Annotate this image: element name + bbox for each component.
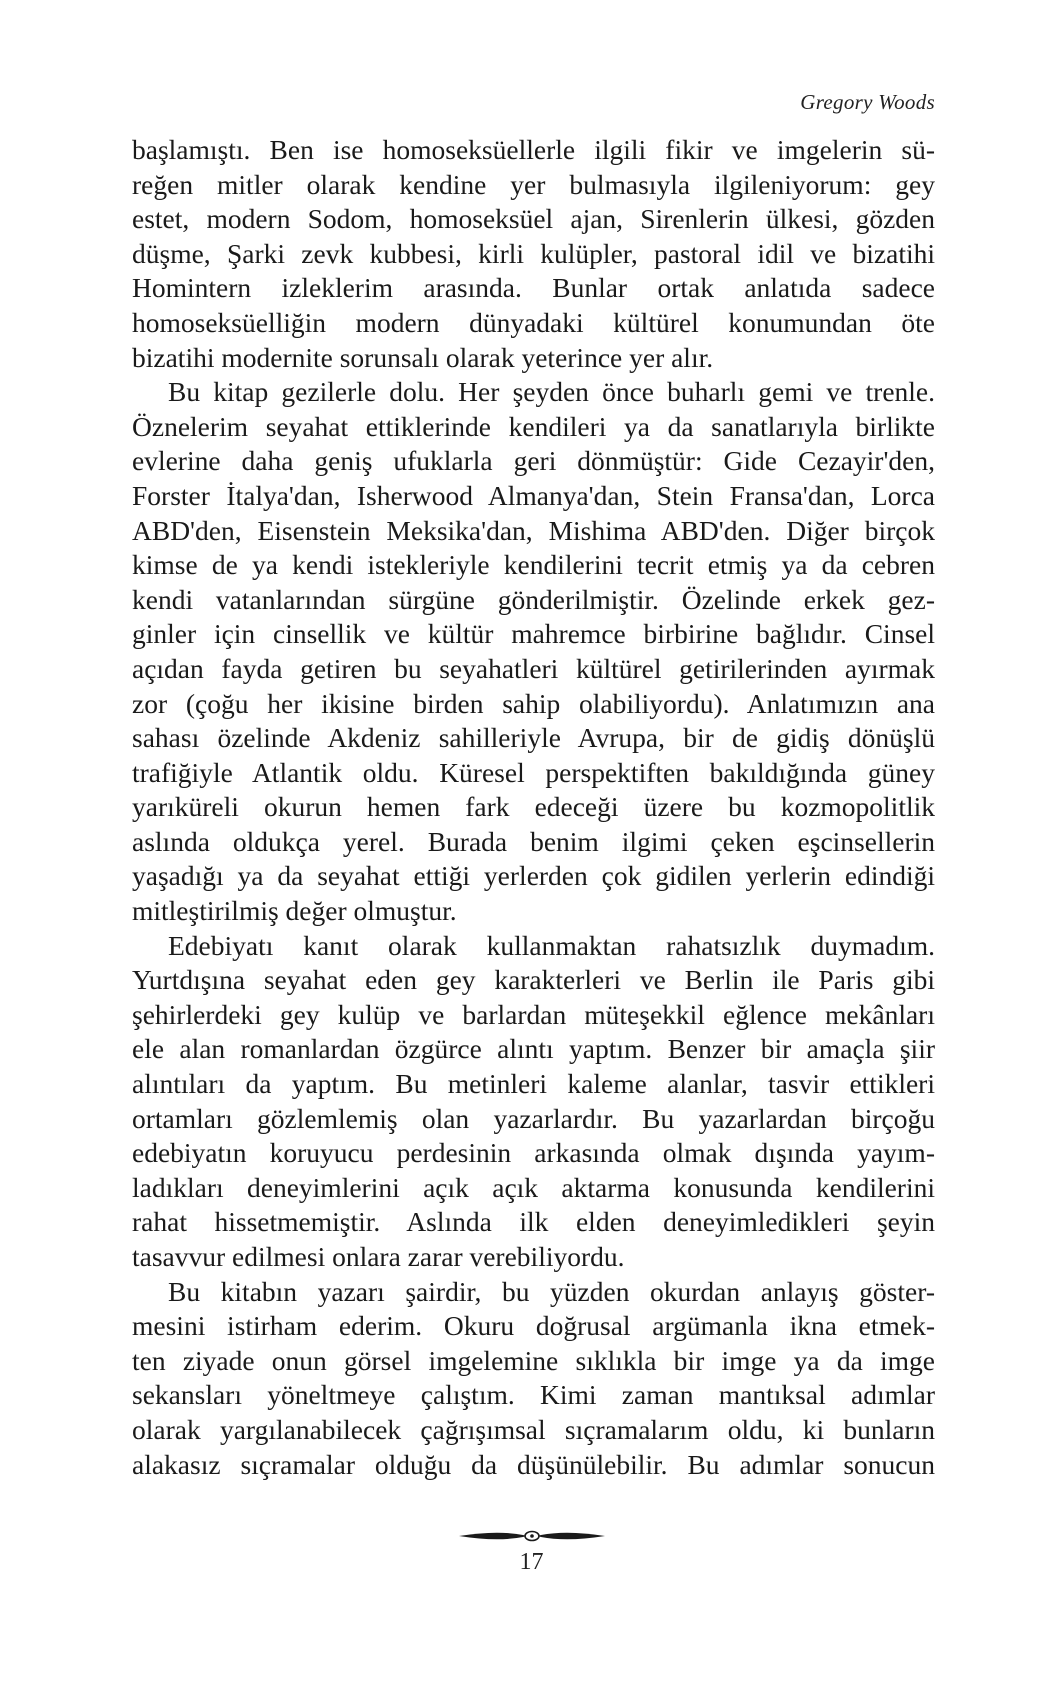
text-line: ladıkları deneyimlerini açık açık aktarma konusunda kendilerini xyxy=(132,1171,935,1203)
text-line: aslında oldukça yerel. Burada benim ilgimi çeken eşcinsellerin xyxy=(132,825,935,857)
text-line: homoseksüelliğin modern dünyadaki kültürel konumundan öte xyxy=(132,306,935,338)
text-line: tasavvur edilmesi onlara zarar verebiliyordu. xyxy=(132,1241,625,1272)
text-line: Homintern izleklerim arasında. Bunlar ortak anlatıda sadece xyxy=(132,272,935,304)
text-line: zor (çoğu her ikisine birden sahip olabiliyordu). Anlatımızın ana xyxy=(132,687,935,719)
text-line: bizatihi modernite sorunsalı olarak yeterince yer alır. xyxy=(132,341,714,373)
text-line: Edebiyatı kanıt olarak kullanmaktan rahatsızlık duymadım. xyxy=(168,929,935,961)
text-line: evlerine daha geniş ufuklarla geri dönmüştür: Gide Cezayir'den, xyxy=(132,445,935,477)
decorative-swash-ornament-icon xyxy=(0,1527,1063,1547)
text-line: şehirlerdeki gey kulüp ve barlardan müteşekkil eğlence mekânları xyxy=(132,998,935,1030)
text-line: ten ziyade onun görsel imgelemine sıklıkla bir imge ya da imge xyxy=(132,1344,935,1376)
text-line: alıntıları da yaptım. Bu metinleri kaleme alanlar, tasvir ettikleri xyxy=(132,1068,935,1100)
text-line: Forster İtalya'dan, Isherwood Almanya'dan, Stein Fransa'dan, Lorca xyxy=(132,479,935,511)
text-line: Bu kitap gezilerle dolu. Her şeyden önce buharlı gemi ve trenle. xyxy=(168,376,935,408)
page-number: 17 xyxy=(519,1549,544,1575)
running-header-author: Gregory Woods xyxy=(800,90,935,114)
text-line: olarak yargılanabilecek çağrışımsal sıçramalarım oldu, ki bunların xyxy=(132,1413,935,1445)
text-line: açıdan fayda getiren bu seyahatleri kültürel getirilerinden ayırmak xyxy=(132,652,935,684)
text-line: Öznelerim seyahat ettiklerinde kendileri ya da sanatlarıyla birlikte xyxy=(132,410,935,442)
text-line: trafiğiyle Atlantik oldu. Küresel perspektiften bakıldığında güney xyxy=(132,756,935,788)
paragraph-3 xyxy=(132,929,935,1275)
text-line: sahası özelinde Akdeniz sahilleriyle Avrupa, bir de gidiş dönüşlü xyxy=(132,722,935,754)
text-line: ginler için cinsellik ve kültür mahremce birbirine bağlıdır. Cinsel xyxy=(132,618,935,650)
text-line: ele alan romanlardan özgürce alıntı yaptım. Benzer bir amaçla şiir xyxy=(132,1033,935,1065)
text-line: mitleştirilmiş değer olmuştur. xyxy=(132,895,457,927)
text-line: kimse de ya kendi istekleriyle kendilerini tecrit etmiş ya da cebren xyxy=(132,549,935,581)
text-line: rahat hissetmemiştir. Aslında ilk elden deneyimledikleri şeyin xyxy=(132,1206,935,1238)
text-line: ABD'den, Eisenstein Meksika'dan, Mishima ABD'den. Diğer birçok xyxy=(132,514,935,546)
body-text xyxy=(132,133,935,1482)
text-line: yaşadığı ya da seyahat ettiği yerlerden çok gidilen yerlerin edindiği xyxy=(132,860,935,892)
text-line: edebiyatın koruyucu perdesinin arkasında olmak dışında yayım- xyxy=(132,1137,935,1169)
text-line: Bu kitabın yazarı şairdir, bu yüzden okurdan anlayış göster- xyxy=(168,1275,935,1307)
text-line: estet, modern Sodom, homoseksüel ajan, Sirenlerin ülkesi, gözden xyxy=(132,203,935,235)
text-line: düşme, Şarki zevk kubbesi, kirli kulüpler, pastoral idil ve bizatihi xyxy=(132,237,935,269)
text-line: başlamıştı. Ben ise homoseksüellerle ilgili fikir ve imgelerin sü- xyxy=(132,134,935,165)
paragraph-4 xyxy=(132,1275,935,1483)
paragraph-1 xyxy=(132,133,935,375)
paragraph-2 xyxy=(132,375,935,929)
text-line: sekansları yöneltmeye çalıştım. Kimi zaman mantıksal adımlar xyxy=(132,1379,935,1411)
text-line: alakasız sıçramalar olduğu da düşünülebilir. Bu adımlar sonucun xyxy=(132,1448,935,1480)
text-line: mesini istirham ederim. Okuru doğrusal argümanla ikna etmek- xyxy=(132,1310,935,1342)
text-line: yarıküreli okurun hemen fark edeceği üzere bu kozmopolitlik xyxy=(132,791,935,823)
text-line: ortamları gözlemlemiş olan yazarlardır. Bu yazarlardan birçoğu xyxy=(132,1102,935,1134)
text-line: kendi vatanlarından sürgüne gönderilmiştir. Özelinde erkek gez- xyxy=(132,583,935,615)
text-line: Yurtdışına seyahat eden gey karakterleri ve Berlin ile Paris gibi xyxy=(132,964,935,996)
text-line: reğen mitler olarak kendine yer bulmasıyla ilgileniyorum: gey xyxy=(132,168,935,200)
